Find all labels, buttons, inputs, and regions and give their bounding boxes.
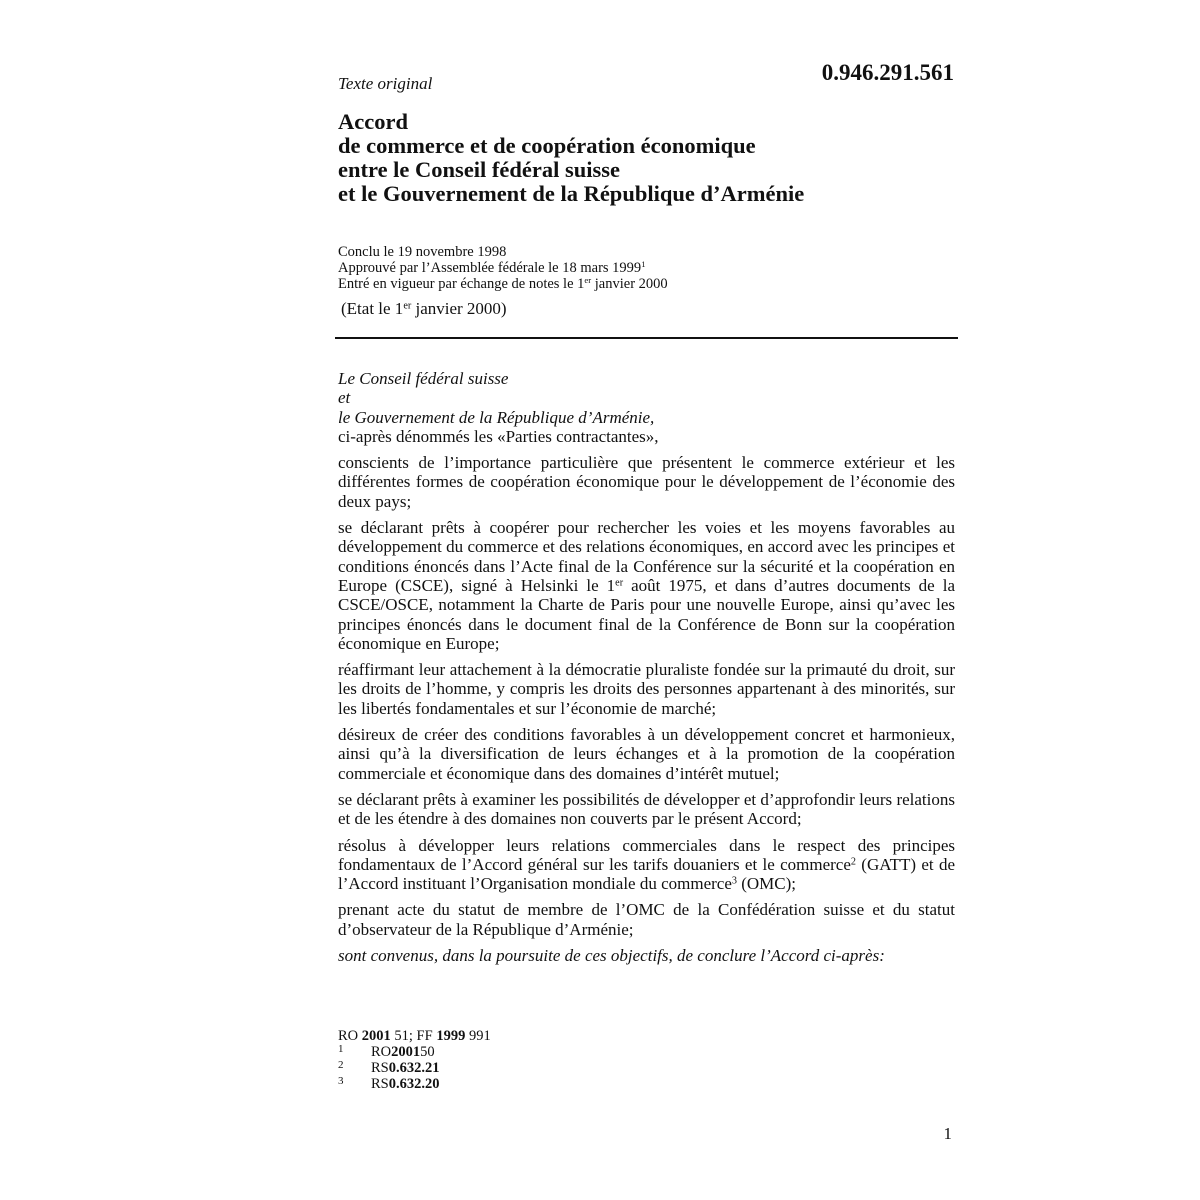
party-1: Le Conseil fédéral suisse bbox=[338, 369, 509, 388]
state-date: (Etat le 1er janvier 2000) bbox=[341, 299, 507, 318]
party-2: le Gouvernement de la République d’Arménie, bbox=[338, 407, 655, 427]
footnote-ref[interactable]: 1 bbox=[641, 259, 646, 270]
preamble bbox=[338, 369, 955, 972]
document-title bbox=[338, 110, 804, 206]
footnote-number: 2 bbox=[338, 1059, 344, 1071]
preamble-paragraph: résolus à développer leurs relations commerciales dans le respect des principes fondamentaux de l’Accord général sur les tarifs douaniers et le commerce$^2$ (GATT) et de l’Accord instituant l’Organisation mondiale du commerce$^3$ (OMC); bbox=[338, 835, 956, 894]
preamble-paragraph: réaffirmant leur attachement à la démocratie pluraliste fondée sur la primauté du droit, sur les droits de l’homme, y compris les droits des personnes appartenant à des minorités, sur les libertés fondamentales et sur l’économie de marché; bbox=[338, 660, 955, 718]
page-number: 1 bbox=[943, 1124, 952, 1143]
concluded-date: Conclu le 19 novembre 1998 bbox=[338, 244, 507, 260]
preamble-paragraph: désireux de créer des conditions favorables à un développement concret et harmonieux, ainsi qu’à la diversification de leurs échanges et à la promotion de la coopération commerciale et économique dans des domaines d’intérêt mutuel; bbox=[338, 725, 955, 783]
header-divider bbox=[335, 337, 958, 339]
approval-date: Approuvé par l’Assemblée fédérale le 18 mars 1999$^1$ bbox=[338, 259, 646, 276]
footnote-number: 3 bbox=[338, 1075, 344, 1087]
conjunction: et bbox=[338, 388, 351, 408]
footnotes bbox=[338, 1028, 491, 1092]
footnote-ref[interactable]: 2 bbox=[850, 856, 856, 868]
footnote-item: 3 RS 0.632.20 bbox=[338, 1075, 440, 1092]
footnote-item: 2 RS 0.632.21 bbox=[338, 1059, 440, 1076]
title-line: entre le Conseil fédéral suisse bbox=[338, 157, 621, 182]
footnote-ref[interactable]: 3 bbox=[731, 875, 737, 887]
title-line: de commerce et de coopération économique bbox=[338, 133, 756, 158]
footnote-item: 1 RO 2001 50 bbox=[338, 1043, 435, 1060]
original-text-label: Texte original bbox=[338, 74, 433, 93]
title-line: et le Gouvernement de la République d’Arménie bbox=[338, 181, 805, 206]
preamble-paragraph: conscients de l’importance particulière que présentent le commerce extérieur et les différentes formes de coopération économique pour le développement de l’économie des deux pays; bbox=[338, 453, 955, 511]
designation: ci-après dénommés les «Parties contractantes», bbox=[338, 426, 659, 446]
closing-formula: sont convenus, dans la poursuite de ces objectifs, de conclure l’Accord ci-après: bbox=[338, 946, 885, 966]
preamble-paragraph: se déclarant prêts à coopérer pour rechercher les voies et les moyens favorables au développement du commerce et des relations économiques, en accord avec les principes et conditions énoncés dans l’Acte final de la Conférence sur la sécurité et la coopération en Europe (CSCE), signé à Helsinki le 1er août 1975, et dans d’autres documents de la CSCE/OSCE, notamment la Charte de Paris pour une nouvelle Europe, ainsi qu’avec les principes énoncés dans le document final de la Conférence de Bonn sur la coopération économique en Europe; bbox=[338, 518, 955, 653]
publication-reference: RO 2001 51; FF 1999 991 bbox=[338, 1028, 491, 1044]
document-metadata bbox=[338, 244, 668, 292]
preamble-paragraph: prenant acte du statut de membre de l’OMC de la Confédération suisse et du statut d’observateur de la République d’Arménie; bbox=[338, 900, 955, 939]
title-line: Accord bbox=[338, 109, 408, 134]
footnote-number: 1 bbox=[338, 1043, 344, 1055]
entry-into-force: Entré en vigueur par échange de notes le 1er janvier 2000 bbox=[338, 275, 668, 292]
document-number: 0.946.291.561 bbox=[821, 60, 954, 85]
preamble-paragraph: se déclarant prêts à examiner les possibilités de développer et d’approfondir leurs relations et de les étendre à des domaines non couverts par le présent Accord; bbox=[338, 789, 955, 829]
